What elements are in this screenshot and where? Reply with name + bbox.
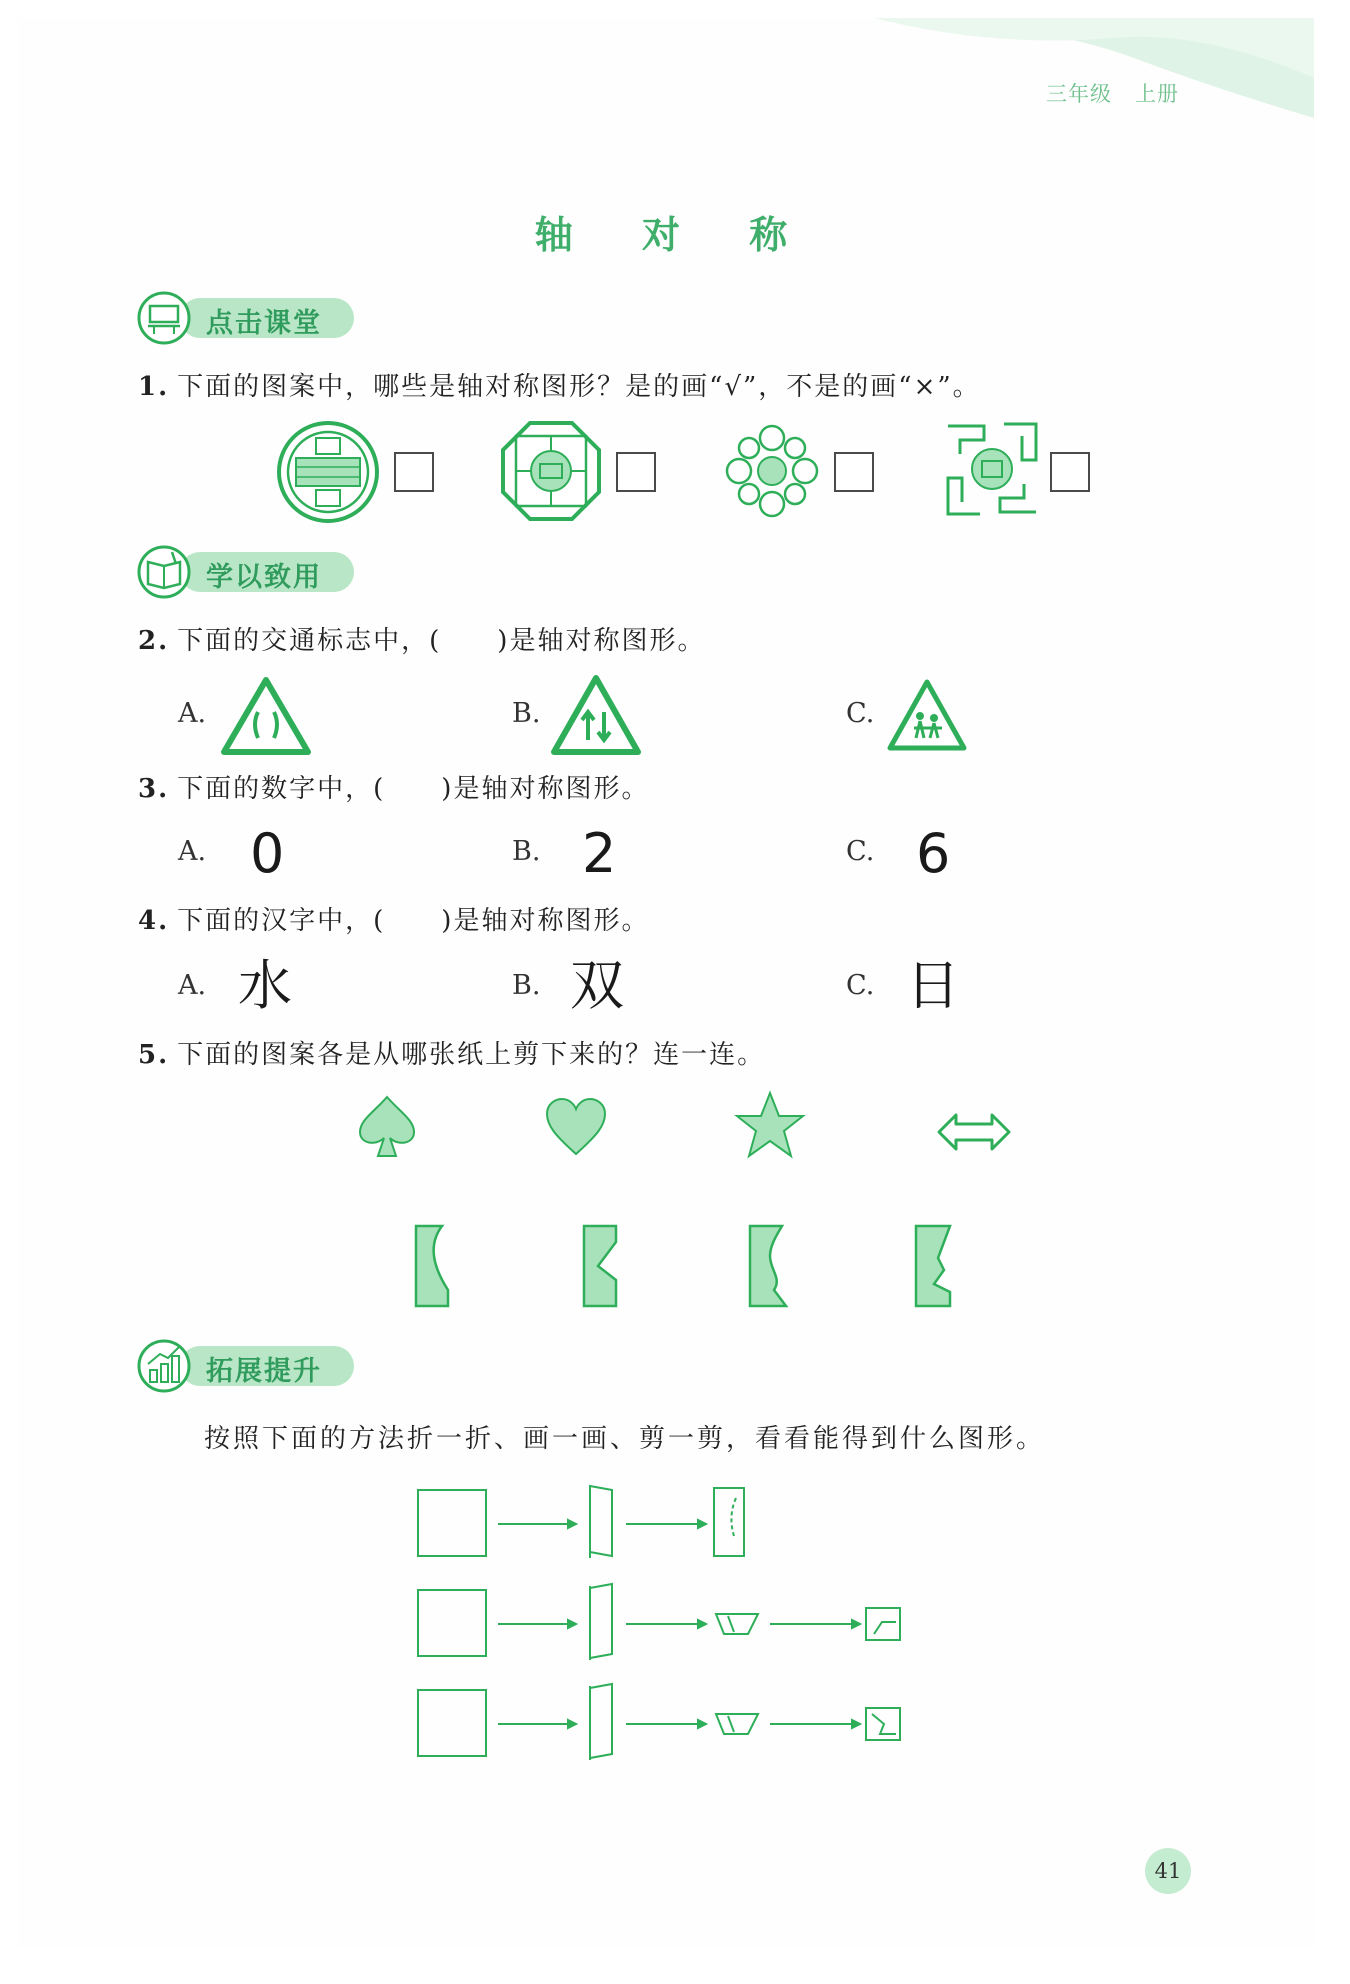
option-b[interactable]: B.	[512, 836, 541, 867]
option-c[interactable]: C.	[846, 698, 875, 729]
option-c[interactable]: C.	[846, 970, 875, 1001]
section-label: 点击课堂	[206, 308, 322, 339]
answer-box-1[interactable]	[394, 452, 434, 492]
question-number: 3.	[138, 774, 170, 804]
question-number: 4.	[138, 906, 170, 936]
question-text: 下面的交通标志中，( )是轴对称图形。	[177, 626, 706, 656]
page-header	[1046, 78, 1179, 108]
option-b[interactable]: B.	[512, 970, 541, 1001]
volume-label: 上册	[1135, 82, 1180, 106]
question-number: 5.	[138, 1040, 170, 1070]
option-a[interactable]: A.	[178, 970, 207, 1001]
hanzi-glyph: 双	[570, 954, 624, 1017]
hanzi-glyph: 日	[906, 954, 960, 1017]
question-2	[138, 626, 705, 656]
section-label: 拓展提升	[206, 1356, 322, 1387]
spade-icon[interactable]	[356, 1094, 418, 1160]
traffic-sign-icon	[220, 676, 312, 756]
double-arrow-icon[interactable]	[936, 1110, 1012, 1154]
star-icon[interactable]	[734, 1090, 806, 1160]
question-text: 下面的图案中，哪些是轴对称图形？是的画“√”，不是的画“×”。	[177, 372, 981, 402]
paper-piece[interactable]	[580, 1222, 620, 1310]
paper-piece[interactable]	[912, 1222, 956, 1310]
option-a[interactable]: A.	[178, 836, 207, 867]
book-icon	[136, 544, 194, 600]
section-header-tuozhan	[136, 1338, 376, 1394]
hanzi-glyph: 水	[238, 954, 292, 1017]
page-title: 轴 对 称	[534, 213, 816, 257]
question-4	[138, 906, 649, 936]
digit-glyph: 0	[250, 822, 285, 885]
digit-glyph: 6	[916, 822, 951, 885]
grade-label: 三年级	[1046, 82, 1112, 106]
question-1	[138, 372, 981, 402]
traffic-sign-icon	[550, 674, 642, 756]
classroom-board-icon	[136, 290, 194, 346]
question-text: 下面的图案各是从哪张纸上剪下来的？连一连。	[177, 1040, 766, 1070]
question-3	[138, 774, 649, 804]
ornament-icon	[944, 420, 1040, 518]
traffic-sign-icon	[886, 678, 968, 752]
folding-diagram	[412, 1476, 912, 1776]
option-a[interactable]: A.	[178, 698, 207, 729]
option-c[interactable]: C.	[846, 836, 875, 867]
ornament-icon	[276, 420, 380, 524]
answer-box-3[interactable]	[834, 452, 874, 492]
ornament-icon	[722, 420, 822, 522]
question-5	[138, 1040, 765, 1070]
answer-box-4[interactable]	[1050, 452, 1090, 492]
question-number: 2.	[138, 626, 170, 656]
answer-box-2[interactable]	[616, 452, 656, 492]
paper-piece[interactable]	[412, 1222, 452, 1310]
question-text: 下面的数字中，( )是轴对称图形。	[177, 774, 650, 804]
page-number: 41	[1145, 1848, 1191, 1894]
section-header-dianji	[136, 290, 376, 346]
ornament-icon	[500, 420, 602, 522]
section-header-xueyi	[136, 544, 376, 600]
question-text: 下面的汉字中，( )是轴对称图形。	[177, 906, 650, 936]
extension-instructions: 按照下面的方法折一折、画一画、剪一剪，看看能得到什么图形。	[204, 1424, 1046, 1454]
question-number: 1.	[138, 372, 170, 402]
option-b[interactable]: B.	[512, 698, 541, 729]
heart-icon[interactable]	[544, 1096, 608, 1158]
section-label: 学以致用	[206, 562, 322, 593]
chart-growth-icon	[136, 1338, 194, 1394]
paper-piece[interactable]	[746, 1222, 790, 1310]
digit-glyph: 2	[582, 822, 617, 885]
